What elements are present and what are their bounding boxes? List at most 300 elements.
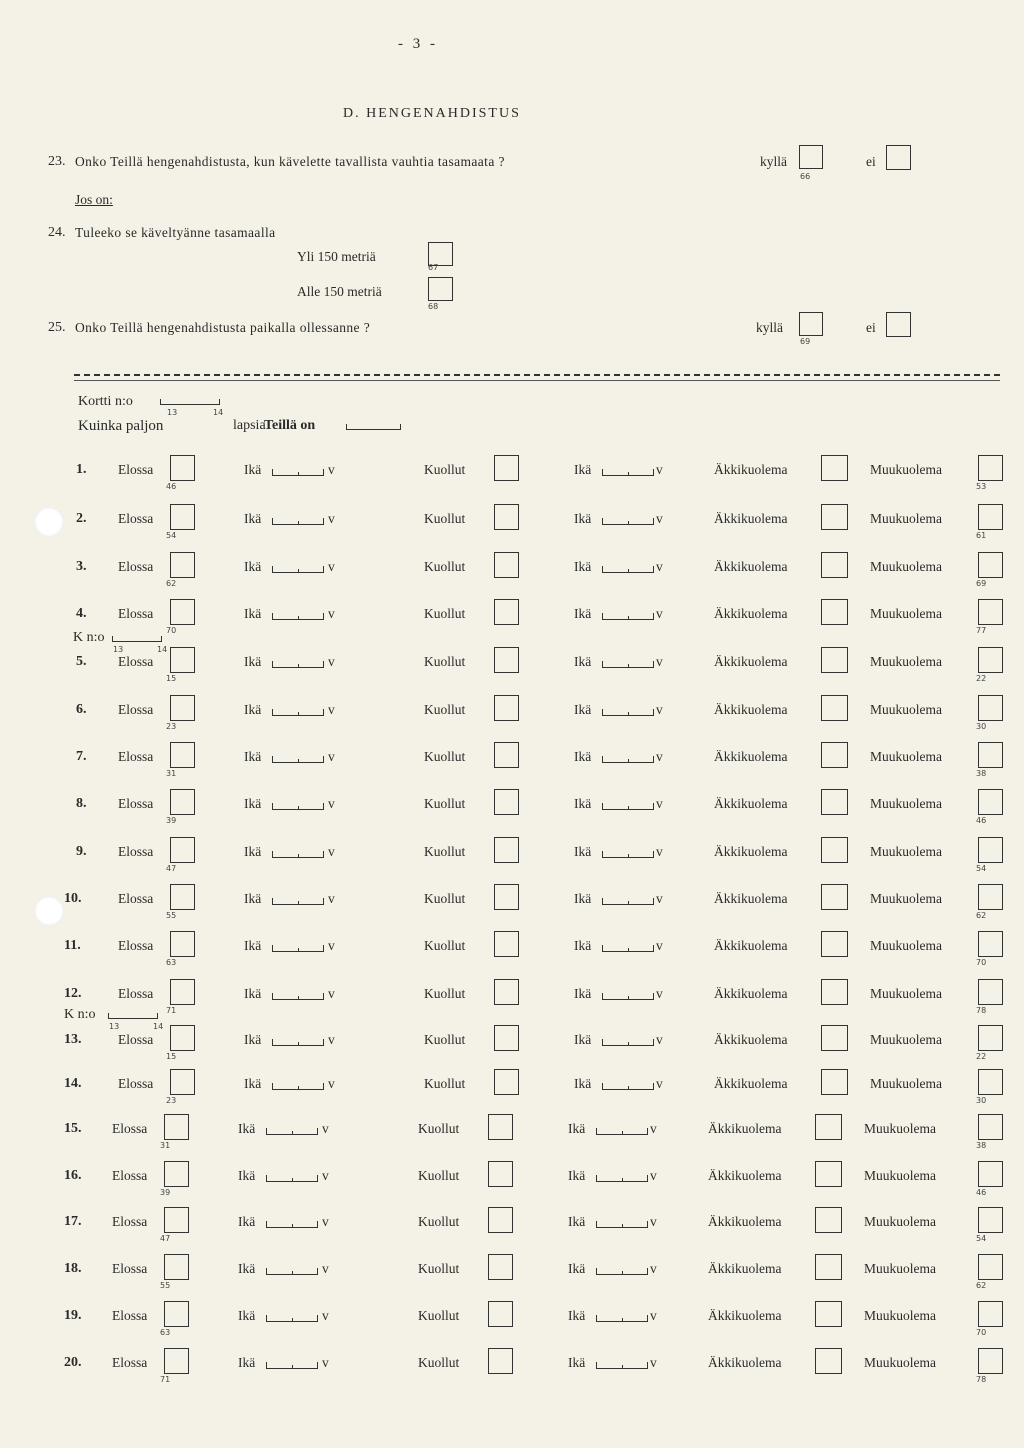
alive-age-field[interactable] <box>272 469 324 476</box>
dead-age-field[interactable] <box>602 1039 654 1046</box>
q23-no-label: ei <box>866 154 876 169</box>
age-label: Ikä <box>244 796 262 811</box>
dead-label: Kuollut <box>418 1355 460 1370</box>
sudden-death-label: Äkkikuolema <box>708 1261 782 1276</box>
row-number: 7. <box>76 749 87 764</box>
alive-checkbox[interactable] <box>164 1301 189 1327</box>
years-label: v <box>328 844 335 859</box>
years-label: v <box>328 938 335 953</box>
row-number: 9. <box>76 844 87 859</box>
other-death-label: Muukuolema <box>864 1355 936 1370</box>
other-death-code: 61 <box>976 531 987 540</box>
age-label: Ikä <box>574 844 592 859</box>
age-label: Ikä <box>574 462 592 477</box>
alive-age-field[interactable] <box>272 803 324 810</box>
dead-label: Kuollut <box>424 559 466 574</box>
kno-code-b-2: 14 <box>153 1022 164 1031</box>
alive-label: Elossa <box>118 462 154 477</box>
alive-label: Elossa <box>118 702 154 717</box>
alive-age-field[interactable] <box>272 898 324 905</box>
q23-yes-label: kyllä <box>760 154 787 169</box>
kno-code-a-1: 13 <box>113 645 124 654</box>
other-death-code: 22 <box>976 1052 987 1061</box>
age-label: Ikä <box>568 1168 586 1183</box>
age-label: Ikä <box>244 844 262 859</box>
children-count-label-2: lapsia <box>233 418 266 433</box>
solid-divider <box>74 380 1000 381</box>
sudden-death-checkbox[interactable] <box>815 1207 842 1233</box>
years-label: v <box>656 986 663 1001</box>
sudden-death-checkbox[interactable] <box>821 695 848 721</box>
other-death-checkbox[interactable] <box>978 1301 1003 1327</box>
q25-text: Onko Teillä hengenahdistusta paikalla ollessanne ? <box>75 320 371 335</box>
q23-no-checkbox[interactable] <box>886 145 911 170</box>
alive-checkbox[interactable] <box>164 1114 189 1140</box>
other-death-code: 46 <box>976 1188 987 1197</box>
sudden-death-checkbox[interactable] <box>821 837 848 863</box>
sudden-death-checkbox[interactable] <box>821 884 848 910</box>
alive-age-field[interactable] <box>272 1039 324 1046</box>
years-label: v <box>656 796 663 811</box>
alive-age-field[interactable] <box>266 1128 318 1135</box>
dead-checkbox[interactable] <box>494 552 519 578</box>
years-label: v <box>328 559 335 574</box>
dead-age-field[interactable] <box>596 1175 648 1182</box>
alive-code: 47 <box>166 864 177 873</box>
other-death-checkbox[interactable] <box>978 1254 1003 1280</box>
other-death-checkbox[interactable] <box>978 504 1003 530</box>
other-death-code: 46 <box>976 816 987 825</box>
sudden-death-checkbox[interactable] <box>815 1301 842 1327</box>
q24-number: 24. <box>48 225 66 240</box>
dead-age-field[interactable] <box>602 851 654 858</box>
dead-age-field[interactable] <box>602 945 654 952</box>
alive-checkbox[interactable] <box>164 1254 189 1280</box>
dead-label: Kuollut <box>424 891 466 906</box>
dead-checkbox[interactable] <box>494 837 519 863</box>
years-label: v <box>328 702 335 717</box>
dead-label: Kuollut <box>424 986 466 1001</box>
age-label: Ikä <box>244 606 262 621</box>
years-label: v <box>322 1355 329 1370</box>
alive-code: 15 <box>166 674 177 683</box>
age-label: Ikä <box>244 891 262 906</box>
age-label: Ikä <box>568 1355 586 1370</box>
dead-checkbox[interactable] <box>488 1301 513 1327</box>
kno-field-2[interactable] <box>108 1013 158 1019</box>
other-death-checkbox[interactable] <box>978 455 1003 481</box>
age-label: Ikä <box>238 1355 256 1370</box>
row-number: 17. <box>64 1214 82 1229</box>
other-death-code: 77 <box>976 626 987 635</box>
dead-label: Kuollut <box>418 1214 460 1229</box>
alive-code: 39 <box>160 1188 171 1197</box>
sudden-death-checkbox[interactable] <box>815 1114 842 1140</box>
age-label: Ikä <box>238 1121 256 1136</box>
alive-label: Elossa <box>118 938 154 953</box>
q24-option-under-150-label: Alle 150 metriä <box>297 284 382 299</box>
other-death-checkbox[interactable] <box>978 1025 1003 1051</box>
age-label: Ikä <box>238 1308 256 1323</box>
sudden-death-checkbox[interactable] <box>821 599 848 625</box>
alive-label: Elossa <box>112 1308 148 1323</box>
alive-code: 31 <box>166 769 177 778</box>
other-death-label: Muukuolema <box>870 986 942 1001</box>
dead-age-field[interactable] <box>602 661 654 668</box>
children-count-label-1: Kuinka paljon <box>78 418 164 434</box>
age-label: Ikä <box>568 1214 586 1229</box>
row-number: 10. <box>64 891 82 906</box>
q23-number: 23. <box>48 154 66 169</box>
sudden-death-checkbox[interactable] <box>821 931 848 957</box>
alive-checkbox[interactable] <box>170 647 195 673</box>
dead-age-field[interactable] <box>602 566 654 573</box>
dead-checkbox[interactable] <box>494 599 519 625</box>
dead-checkbox[interactable] <box>488 1207 513 1233</box>
sudden-death-checkbox[interactable] <box>821 552 848 578</box>
years-label: v <box>656 1032 663 1047</box>
alive-label: Elossa <box>118 606 154 621</box>
alive-age-field[interactable] <box>272 756 324 763</box>
other-death-checkbox[interactable] <box>978 979 1003 1005</box>
dead-age-field[interactable] <box>596 1221 648 1228</box>
alive-checkbox[interactable] <box>170 504 195 530</box>
alive-code: 39 <box>166 816 177 825</box>
card-code-a: 13 <box>167 408 178 417</box>
age-label: Ikä <box>574 559 592 574</box>
sudden-death-label: Äkkikuolema <box>714 559 788 574</box>
alive-label: Elossa <box>118 654 154 669</box>
dead-age-field[interactable] <box>596 1268 648 1275</box>
other-death-checkbox[interactable] <box>978 1161 1003 1187</box>
years-label: v <box>656 606 663 621</box>
alive-checkbox[interactable] <box>170 552 195 578</box>
children-count-field[interactable] <box>346 424 401 430</box>
punch-hole <box>34 896 64 926</box>
q24-option-under-150-checkbox[interactable] <box>428 277 453 301</box>
dead-label: Kuollut <box>424 1076 466 1091</box>
other-death-code: 38 <box>976 769 987 778</box>
alive-checkbox[interactable] <box>170 695 195 721</box>
age-label: Ikä <box>244 702 262 717</box>
dead-age-field[interactable] <box>602 756 654 763</box>
kno-label-1: K n:o <box>73 630 105 645</box>
alive-checkbox[interactable] <box>170 884 195 910</box>
sudden-death-checkbox[interactable] <box>821 647 848 673</box>
other-death-label: Muukuolema <box>870 654 942 669</box>
dead-checkbox[interactable] <box>494 455 519 481</box>
alive-checkbox[interactable] <box>170 1069 195 1095</box>
dead-checkbox[interactable] <box>488 1348 513 1374</box>
dead-age-field[interactable] <box>596 1362 648 1369</box>
age-label: Ikä <box>244 559 262 574</box>
dead-label: Kuollut <box>424 462 466 477</box>
dead-checkbox[interactable] <box>488 1114 513 1140</box>
age-label: Ikä <box>574 938 592 953</box>
years-label: v <box>328 1076 335 1091</box>
other-death-code: 78 <box>976 1375 987 1384</box>
alive-checkbox[interactable] <box>164 1161 189 1187</box>
alive-checkbox[interactable] <box>170 837 195 863</box>
dead-checkbox[interactable] <box>494 504 519 530</box>
age-label: Ikä <box>568 1261 586 1276</box>
alive-checkbox[interactable] <box>170 1025 195 1051</box>
other-death-checkbox[interactable] <box>978 742 1003 768</box>
kno-code-b-1: 14 <box>157 645 168 654</box>
alive-age-field[interactable] <box>272 613 324 620</box>
other-death-checkbox[interactable] <box>978 931 1003 957</box>
age-label: Ikä <box>244 938 262 953</box>
years-label: v <box>656 702 663 717</box>
sudden-death-checkbox[interactable] <box>815 1348 842 1374</box>
years-label: v <box>328 606 335 621</box>
sudden-death-checkbox[interactable] <box>821 789 848 815</box>
alive-age-field[interactable] <box>266 1268 318 1275</box>
other-death-code: 53 <box>976 482 987 491</box>
q23-yes-checkbox[interactable] <box>799 145 823 169</box>
other-death-checkbox[interactable] <box>978 552 1003 578</box>
years-label: v <box>656 1076 663 1091</box>
row-number: 19. <box>64 1308 82 1323</box>
row-number: 15. <box>64 1121 82 1136</box>
alive-age-field[interactable] <box>272 518 324 525</box>
alive-code: 23 <box>166 722 177 731</box>
dead-label: Kuollut <box>424 749 466 764</box>
sudden-death-checkbox[interactable] <box>821 1069 848 1095</box>
other-death-code: 62 <box>976 911 987 920</box>
other-death-label: Muukuolema <box>870 844 942 859</box>
alive-age-field[interactable] <box>272 709 324 716</box>
sudden-death-label: Äkkikuolema <box>714 844 788 859</box>
alive-checkbox[interactable] <box>170 599 195 625</box>
other-death-code: 30 <box>976 1096 987 1105</box>
years-label: v <box>322 1214 329 1229</box>
sudden-death-checkbox[interactable] <box>821 742 848 768</box>
alive-code: 63 <box>160 1328 171 1337</box>
dead-checkbox[interactable] <box>494 695 519 721</box>
other-death-code: 78 <box>976 1006 987 1015</box>
dead-checkbox[interactable] <box>494 742 519 768</box>
years-label: v <box>328 654 335 669</box>
age-label: Ikä <box>238 1214 256 1229</box>
years-label: v <box>322 1308 329 1323</box>
other-death-checkbox[interactable] <box>978 837 1003 863</box>
dead-age-field[interactable] <box>602 613 654 620</box>
alive-checkbox[interactable] <box>170 789 195 815</box>
sudden-death-label: Äkkikuolema <box>714 891 788 906</box>
if-yes-label: Jos on: <box>75 192 113 207</box>
dead-checkbox[interactable] <box>488 1161 513 1187</box>
sudden-death-label: Äkkikuolema <box>708 1168 782 1183</box>
years-label: v <box>328 891 335 906</box>
q23-text: Onko Teillä hengenahdistusta, kun kävelette tavallista vauhtia tasamaata ? <box>75 154 505 169</box>
kno-code-a-2: 13 <box>109 1022 120 1031</box>
alive-code: 55 <box>166 911 177 920</box>
other-death-checkbox[interactable] <box>978 695 1003 721</box>
sudden-death-checkbox[interactable] <box>821 504 848 530</box>
years-label: v <box>328 986 335 1001</box>
alive-checkbox[interactable] <box>164 1348 189 1374</box>
other-death-label: Muukuolema <box>870 891 942 906</box>
age-label: Ikä <box>574 1076 592 1091</box>
dead-checkbox[interactable] <box>494 1025 519 1051</box>
age-label: Ikä <box>568 1121 586 1136</box>
dead-label: Kuollut <box>418 1168 460 1183</box>
years-label: v <box>650 1121 657 1136</box>
sudden-death-checkbox[interactable] <box>821 455 848 481</box>
dead-checkbox[interactable] <box>488 1254 513 1280</box>
q25-yes-checkbox[interactable] <box>799 312 823 336</box>
alive-checkbox[interactable] <box>170 931 195 957</box>
alive-code: 71 <box>160 1375 171 1384</box>
dead-label: Kuollut <box>424 1032 466 1047</box>
alive-label: Elossa <box>112 1355 148 1370</box>
sudden-death-label: Äkkikuolema <box>714 702 788 717</box>
alive-code: 15 <box>166 1052 177 1061</box>
dead-checkbox[interactable] <box>494 931 519 957</box>
row-number: 2. <box>76 511 87 526</box>
alive-age-field[interactable] <box>272 1083 324 1090</box>
alive-age-field[interactable] <box>272 945 324 952</box>
sudden-death-label: Äkkikuolema <box>714 938 788 953</box>
dead-age-field[interactable] <box>602 993 654 1000</box>
sudden-death-label: Äkkikuolema <box>714 986 788 1001</box>
age-label: Ikä <box>568 1308 586 1323</box>
years-label: v <box>328 511 335 526</box>
children-count-label-3: Teillä on <box>264 418 316 433</box>
age-label: Ikä <box>244 654 262 669</box>
years-label: v <box>656 654 663 669</box>
alive-checkbox[interactable] <box>170 742 195 768</box>
q24-option-over-150-code: 67 <box>428 263 439 272</box>
other-death-label: Muukuolema <box>870 938 942 953</box>
alive-age-field[interactable] <box>272 566 324 573</box>
sudden-death-checkbox[interactable] <box>815 1254 842 1280</box>
age-label: Ikä <box>244 1076 262 1091</box>
sudden-death-label: Äkkikuolema <box>714 1032 788 1047</box>
other-death-label: Muukuolema <box>870 796 942 811</box>
dead-age-field[interactable] <box>602 709 654 716</box>
alive-age-field[interactable] <box>266 1362 318 1369</box>
alive-checkbox[interactable] <box>170 455 195 481</box>
sudden-death-checkbox[interactable] <box>815 1161 842 1187</box>
dead-age-field[interactable] <box>602 1083 654 1090</box>
age-label: Ikä <box>244 749 262 764</box>
years-label: v <box>656 559 663 574</box>
sudden-death-checkbox[interactable] <box>821 979 848 1005</box>
dead-label: Kuollut <box>418 1261 460 1276</box>
sudden-death-label: Äkkikuolema <box>714 1076 788 1091</box>
alive-label: Elossa <box>118 796 154 811</box>
alive-checkbox[interactable] <box>164 1207 189 1233</box>
other-death-code: 38 <box>976 1141 987 1150</box>
other-death-label: Muukuolema <box>864 1121 936 1136</box>
other-death-checkbox[interactable] <box>978 1114 1003 1140</box>
alive-age-field[interactable] <box>266 1221 318 1228</box>
dead-age-field[interactable] <box>602 469 654 476</box>
age-label: Ikä <box>574 606 592 621</box>
age-label: Ikä <box>244 511 262 526</box>
other-death-label: Muukuolema <box>870 606 942 621</box>
dead-checkbox[interactable] <box>494 647 519 673</box>
other-death-label: Muukuolema <box>864 1214 936 1229</box>
dead-checkbox[interactable] <box>494 979 519 1005</box>
years-label: v <box>328 749 335 764</box>
years-label: v <box>322 1168 329 1183</box>
section-title: D. HENGENAHDISTUS <box>343 106 521 121</box>
dead-label: Kuollut <box>424 796 466 811</box>
age-label: Ikä <box>238 1261 256 1276</box>
kno-field-1[interactable] <box>112 636 162 642</box>
other-death-checkbox[interactable] <box>978 1207 1003 1233</box>
alive-checkbox[interactable] <box>170 979 195 1005</box>
sudden-death-label: Äkkikuolema <box>708 1214 782 1229</box>
sudden-death-checkbox[interactable] <box>821 1025 848 1051</box>
dead-age-field[interactable] <box>596 1128 648 1135</box>
years-label: v <box>656 749 663 764</box>
other-death-label: Muukuolema <box>864 1308 936 1323</box>
other-death-code: 54 <box>976 1234 987 1243</box>
dead-label: Kuollut <box>424 654 466 669</box>
sudden-death-label: Äkkikuolema <box>708 1308 782 1323</box>
other-death-code: 62 <box>976 1281 987 1290</box>
dead-age-field[interactable] <box>602 898 654 905</box>
alive-code: 54 <box>166 531 177 540</box>
alive-age-field[interactable] <box>272 661 324 668</box>
row-number: 18. <box>64 1261 82 1276</box>
q25-no-checkbox[interactable] <box>886 312 911 337</box>
dead-checkbox[interactable] <box>494 884 519 910</box>
dead-age-field[interactable] <box>602 518 654 525</box>
years-label: v <box>656 891 663 906</box>
other-death-checkbox[interactable] <box>978 1348 1003 1374</box>
card-number-field[interactable] <box>160 399 220 405</box>
dead-age-field[interactable] <box>596 1315 648 1322</box>
alive-code: 55 <box>160 1281 171 1290</box>
other-death-label: Muukuolema <box>870 511 942 526</box>
other-death-label: Muukuolema <box>870 1032 942 1047</box>
other-death-checkbox[interactable] <box>978 884 1003 910</box>
alive-age-field[interactable] <box>266 1315 318 1322</box>
alive-age-field[interactable] <box>272 851 324 858</box>
alive-label: Elossa <box>118 891 154 906</box>
age-label: Ikä <box>574 511 592 526</box>
row-number: 4. <box>76 606 87 621</box>
row-number: 8. <box>76 796 87 811</box>
other-death-label: Muukuolema <box>870 1076 942 1091</box>
alive-code: 46 <box>166 482 177 491</box>
other-death-checkbox[interactable] <box>978 789 1003 815</box>
row-number: 20. <box>64 1355 82 1370</box>
dead-age-field[interactable] <box>602 803 654 810</box>
alive-age-field[interactable] <box>266 1175 318 1182</box>
other-death-checkbox[interactable] <box>978 599 1003 625</box>
dead-checkbox[interactable] <box>494 789 519 815</box>
q24-text: Tuleeko se käveltyänne tasamaalla <box>75 225 276 240</box>
age-label: Ikä <box>574 891 592 906</box>
alive-age-field[interactable] <box>272 993 324 1000</box>
alive-label: Elossa <box>118 986 154 1001</box>
other-death-code: 69 <box>976 579 987 588</box>
other-death-checkbox[interactable] <box>978 1069 1003 1095</box>
other-death-checkbox[interactable] <box>978 647 1003 673</box>
alive-label: Elossa <box>118 1076 154 1091</box>
alive-label: Elossa <box>112 1168 148 1183</box>
dead-checkbox[interactable] <box>494 1069 519 1095</box>
row-number: 14. <box>64 1076 82 1091</box>
years-label: v <box>328 462 335 477</box>
age-label: Ikä <box>244 986 262 1001</box>
